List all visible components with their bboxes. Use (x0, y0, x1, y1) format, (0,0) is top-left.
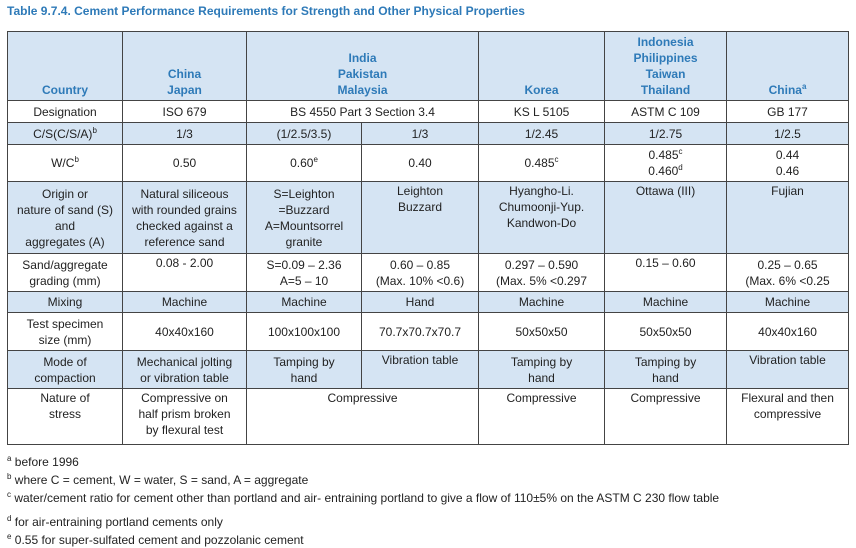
header-col-4: Indonesia Philippines Taiwan Thailand (605, 32, 727, 101)
table-cell: Vibration table (727, 351, 849, 389)
table-cell: GB 177 (727, 101, 849, 123)
row-label: Test specimen size (mm) (8, 313, 123, 351)
table-title: Table 9.7.4. Cement Performance Requirements for Strength and Other Physical Properties (7, 4, 525, 18)
table-cell: Compressive (247, 389, 479, 445)
table-cell: ASTM C 109 (605, 101, 727, 123)
table-cell: 0.40 (362, 145, 479, 182)
table-cell: Machine (727, 292, 849, 313)
row-designation (8, 101, 849, 123)
table-cell: 0.60e (247, 145, 362, 182)
row-label: $C/S(C/S/A)^b$ (8, 123, 123, 145)
row-specimen (8, 313, 849, 351)
table-cell: Vibration table (362, 351, 479, 389)
table-cell: 0.297 – 0.590 (Max. 5% <0.297 (479, 254, 605, 292)
table-cell: Mechanical jolting or vibration table (123, 351, 247, 389)
row-mixing (8, 292, 849, 313)
row-label: Sand/aggregate grading (mm) (8, 254, 123, 292)
table-cell: Fujian (727, 182, 849, 254)
row-label: Origin or nature of sand (S) and aggregates (A) (8, 182, 123, 254)
cement-requirements-table (7, 31, 849, 445)
table-cell: 0.44 0.46 (727, 145, 849, 182)
row-origin (8, 182, 849, 254)
table-cell: 40x40x160 (123, 313, 247, 351)
header-col-5: China$^a$ (727, 32, 849, 101)
table-cell: 0.50 (123, 145, 247, 182)
row-compaction (8, 351, 849, 389)
table-cell: BS 4550 Part 3 Section 3.4 (247, 101, 479, 123)
row-label: Nature of stress (8, 389, 123, 445)
header-col-1: China Japan (123, 32, 247, 101)
table-cell: 0.60 – 0.85 (Max. 10% <0.6) (362, 254, 479, 292)
table-cell: Tamping by hand (605, 351, 727, 389)
table-cell: 70.7x70.7x70.7 (362, 313, 479, 351)
table-cell: Machine (479, 292, 605, 313)
table-cell: (1/2.5/3.5) (247, 123, 362, 145)
table-cell: Machine (123, 292, 247, 313)
table-cell: 40x40x160 (727, 313, 849, 351)
table-cell: 100x100x100 (247, 313, 362, 351)
table-cell: S=0.09 – 2.36 A=5 – 10 (247, 254, 362, 292)
table-cell: Hyangho-Li. Chumoonji-Yup. Kandwon-Do (479, 182, 605, 254)
table-cell: Ottawa (III) (605, 182, 727, 254)
header-row (8, 32, 849, 101)
table-cell: 0.485$^c$ 0.460$^d$ (605, 145, 727, 182)
table-cell: Compressive on half prism broken by flexural test (123, 389, 247, 445)
header-col-3: Korea (479, 32, 605, 101)
row-wc-ratio (8, 145, 849, 182)
row-grading (8, 254, 849, 292)
table-cell: Leighton Buzzard (362, 182, 479, 254)
table-cell: Machine (247, 292, 362, 313)
table-cell: Natural siliceous with rounded grains checked against a reference sand (123, 182, 247, 254)
footnote-b: $^b$ where C = cement, W = water, S = sand, A = aggregate (7, 472, 309, 487)
table-cell: 1/3 (362, 123, 479, 145)
table-cell: Flexural and then compressive (727, 389, 849, 445)
table-cell: KS L 5105 (479, 101, 605, 123)
row-label: Mixing (8, 292, 123, 313)
table-cell: 50x50x50 (479, 313, 605, 351)
table-cell: 1/2.45 (479, 123, 605, 145)
table-cell: Compressive (479, 389, 605, 445)
row-label: Designation (8, 101, 123, 123)
row-cs-ratio (8, 123, 849, 145)
table-cell: Machine (605, 292, 727, 313)
header-col-2: India Pakistan Malaysia (247, 32, 479, 101)
footnote-d: $^d$ for air-entraining portland cements only (7, 514, 223, 529)
row-label: Mode of compaction (8, 351, 123, 389)
footnote-c: $^c$ water/cement ratio for cement other than portland and air- entraining portland to give a flow of 110±5% on the ASTM C 230 flow table (7, 490, 720, 505)
table-cell: Hand (362, 292, 479, 313)
row-stress (8, 389, 849, 445)
table-cell: 0.15 – 0.60 (605, 254, 727, 292)
row-label: $W/C^b$ (8, 145, 123, 182)
footnote-e: $^e$ 0.55 for super-sulfated cement and pozzolanic cement (7, 532, 304, 547)
table-cell: 0.08 - 2.00 (123, 254, 247, 292)
table-cell: 50x50x50 (605, 313, 727, 351)
table-cell: ISO 679 (123, 101, 247, 123)
table-cell: 1/2.5 (727, 123, 849, 145)
table-cell: Compressive (605, 389, 727, 445)
footnote-a: $^a$ before 1996 (7, 454, 79, 469)
table-cell: 1/2.75 (605, 123, 727, 145)
header-country: Country (8, 32, 123, 101)
table-cell: S=Leighton =Buzzard A=Mountsorrel granite (247, 182, 362, 254)
table-cell: Tamping by hand (247, 351, 362, 389)
footnotes (7, 454, 719, 548)
table-cell: Tamping by hand (479, 351, 605, 389)
table-cell: 0.25 – 0.65 (Max. 6% <0.25 (727, 254, 849, 292)
table-cell: 1/3 (123, 123, 247, 145)
table-cell: 0.485$^c$ (479, 145, 605, 182)
